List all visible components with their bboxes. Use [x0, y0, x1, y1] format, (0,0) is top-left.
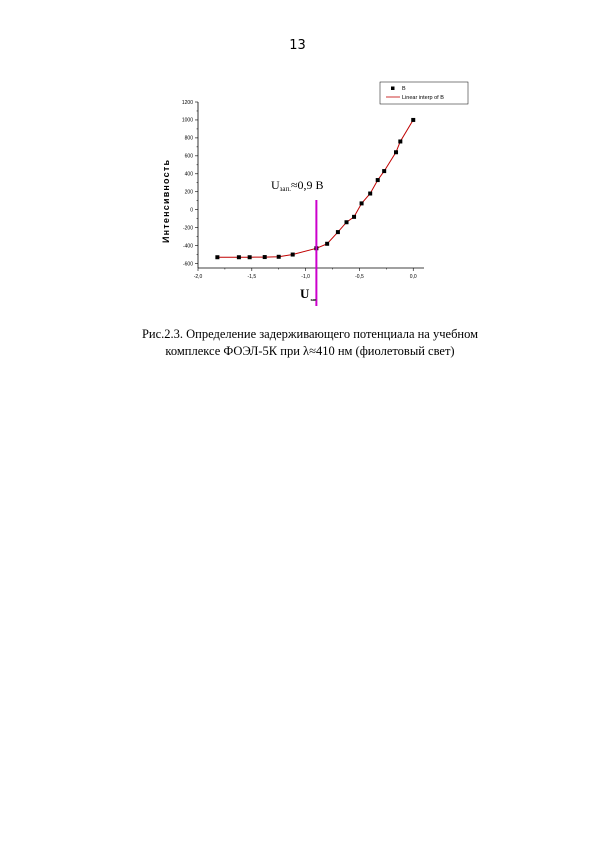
y-tick-label: -400 [182, 243, 193, 250]
y-tick-label: 1200 [181, 99, 193, 106]
data-point [360, 201, 364, 205]
data-point [277, 255, 281, 259]
annotation-value: ≈0,9 В [290, 178, 324, 192]
caption-line-1: Рис.2.3. Определение задерживающего потенциала на учебном [141, 327, 479, 341]
y-tick-label: 800 [184, 135, 193, 142]
data-point [325, 242, 329, 246]
data-point [345, 220, 349, 224]
data-point [215, 255, 219, 259]
data-point [291, 253, 295, 257]
figure-caption [100, 326, 520, 360]
x-tick-label: -1,0 [301, 274, 310, 280]
data-point [394, 150, 398, 154]
data-point [352, 215, 356, 219]
y-tick-label: -200 [182, 225, 193, 232]
y-tick-label: -600 [182, 261, 193, 268]
page-number: 13 [289, 38, 306, 53]
x-axis-label-sub: зап [310, 297, 317, 302]
data-point [398, 139, 402, 143]
data-point [336, 230, 340, 234]
legend-marker-square [391, 87, 395, 91]
data-point [382, 169, 386, 173]
stopping-potential-chart [0, 0, 595, 320]
data-point [376, 178, 380, 182]
y-axis-label: Интенсивность [161, 158, 171, 243]
stopping-potential-annotation [271, 178, 324, 193]
y-tick-label: 400 [184, 171, 193, 178]
y-tick-label: 0 [190, 207, 193, 214]
x-axis-label [300, 286, 317, 302]
x-tick-label: 0,0 [409, 274, 417, 280]
y-tick-label: 1000 [181, 117, 193, 124]
data-point [237, 255, 241, 259]
annotation-main: U [271, 178, 280, 192]
x-tick-label: -2,0 [193, 274, 203, 280]
annotation-sub: зап. [279, 185, 291, 193]
data-point [411, 118, 415, 122]
y-tick-label: 200 [184, 189, 193, 196]
data-point [248, 255, 252, 259]
legend-label-fit: Linear interp of B [402, 95, 444, 101]
y-tick-label: 600 [184, 153, 193, 160]
data-point [263, 255, 267, 259]
caption-line-2: комплексе ФОЭЛ-5К при λ≈410 нм (фиолетовый свет) [165, 344, 455, 358]
x-axis-label-main: U [300, 286, 310, 301]
x-tick-label: -0,5 [355, 274, 364, 280]
stopping-potential-marker [271, 178, 324, 306]
data-point [368, 192, 372, 196]
legend [380, 82, 468, 104]
x-tick-label: -1,5 [247, 274, 257, 280]
legend-label-series: B [402, 86, 406, 92]
